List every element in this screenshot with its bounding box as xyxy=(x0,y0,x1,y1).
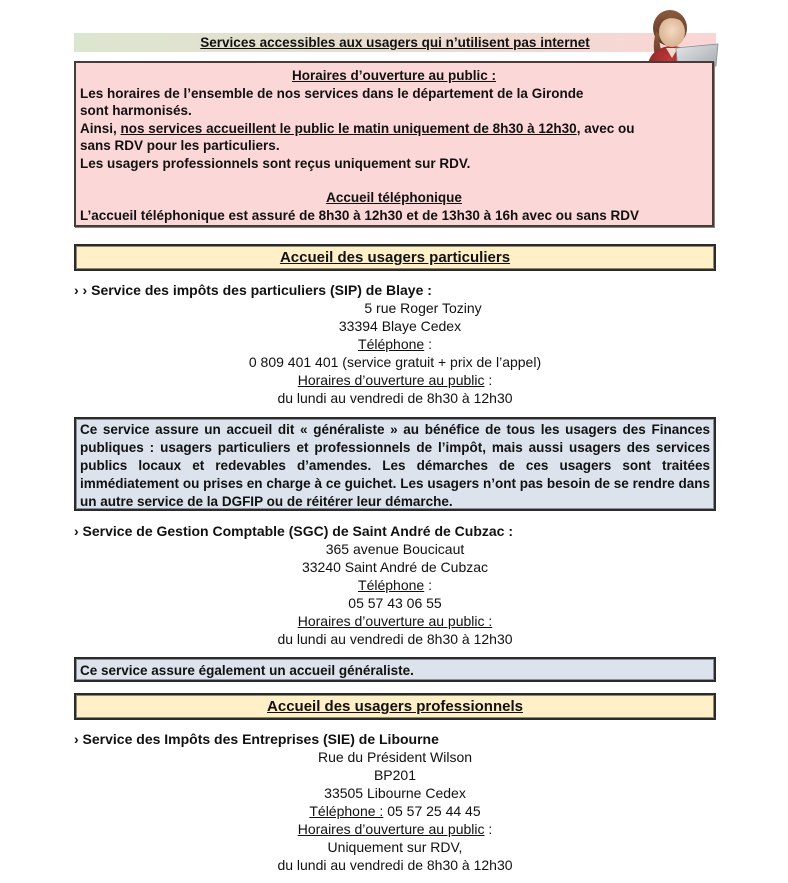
professionnels-rdv-text: Les usagers professionnels sont reçus uniquement sur RDV. xyxy=(80,155,471,171)
section-header-particuliers: Accueil des usagers particuliers xyxy=(74,244,716,271)
harmonised-hours-text-line1: Les horaires de l’ensemble de nos services dans le département de la Gironde xyxy=(80,85,584,101)
banner-title: Services accessibles aux usagers qui n’utilisent pas internet xyxy=(200,35,590,50)
sip-hours: du lundi au vendredi de 8h30 à 12h30 xyxy=(277,390,513,406)
section-header-professionnels: Accueil des usagers professionnels xyxy=(74,693,716,720)
sie-hours-rdv: Uniquement sur RDV, xyxy=(327,839,463,855)
sip-blaye-title: › › Service des impôts des particuliers (SIP) de Blaye : xyxy=(74,282,432,298)
sgc-cubzac-title: › Service de Gestion Comptable (SGC) de Saint André de Cubzac : xyxy=(74,523,514,539)
sgc-city: 33240 Saint André de Cubzac xyxy=(301,559,489,575)
sie-phone-number[interactable]: 05 57 25 44 45 xyxy=(383,803,481,819)
public-hours-heading: Horaires d’ouverture au public : xyxy=(291,68,497,83)
sip-city: 33394 Blaye Cedex xyxy=(338,318,462,334)
sgc-phone-number[interactable]: 05 57 43 06 55 xyxy=(348,595,442,611)
sgc-street: 365 avenue Boucicaut xyxy=(325,541,465,557)
harmonised-hours-text-line2: sont harmonisés. xyxy=(80,103,192,118)
sip-generalist-info-box: Ce service assure un accueil dit « généraliste » au bénéfice de tous les usagers des Finances publiques : usagers particuliers et professionnels de l’impôt, mais aussi usagers des services publics locaux et redevables d’amendes. Les démarches de ces usagers sont traitées immédiatement ou prises en charge à ce guichet. Les usagers n’ont pas besoin de se rendre dans un autre service de la DGFIP ou de réitérer leur démarche. xyxy=(74,417,716,511)
sie-phone: Téléphone : 05 57 25 44 45 xyxy=(309,803,481,819)
sip-hours-label: Horaires d’ouverture au public : xyxy=(297,372,493,388)
sie-city: 33505 Libourne Cedex xyxy=(324,785,466,801)
sgc-hours-label: Horaires d’ouverture au public : xyxy=(297,613,493,629)
sie-libourne-address xyxy=(74,748,716,874)
sie-libourne-title: › Service des Impôts des Entreprises (SIE) de Libourne xyxy=(74,731,439,747)
sgc-phone-label: Téléphone : xyxy=(358,577,432,593)
sgc-cubzac-address xyxy=(74,540,716,648)
sgc-hours: du lundi au vendredi de 8h30 à 12h30 xyxy=(277,631,513,647)
public-hours-box xyxy=(74,61,714,227)
sie-street: Rue du Président Wilson xyxy=(317,749,473,765)
phone-reception-text: L’accueil téléphonique est assuré de 8h30 à 12h30 et de 13h30 à 16h avec ou sans RDV xyxy=(80,207,640,223)
sip-blaye-address xyxy=(74,299,716,407)
sip-phone-label: Téléphone : xyxy=(358,336,432,352)
morning-hours-text: Ainsi, nos services accueillent le public le matin uniquement de 8h30 à 12h30, avec ou xyxy=(80,120,635,136)
sgc-generalist-info-box: Ce service assure également un accueil généraliste. xyxy=(74,657,716,682)
phone-reception-heading: Accueil téléphonique xyxy=(326,190,462,205)
sie-hours-label: Horaires d’ouverture au public : xyxy=(297,821,493,837)
sip-street: 5 rue Roger Toziny xyxy=(364,300,482,316)
sie-hours: du lundi au vendredi de 8h30 à 12h30 xyxy=(277,857,513,873)
sip-phone-number[interactable]: 0 809 401 401 (service gratuit + prix de l’appel) xyxy=(248,354,542,370)
top-banner xyxy=(74,33,716,52)
particuliers-rdv-text: sans RDV pour les particuliers. xyxy=(80,138,280,153)
sie-bp: BP201 xyxy=(373,767,417,783)
